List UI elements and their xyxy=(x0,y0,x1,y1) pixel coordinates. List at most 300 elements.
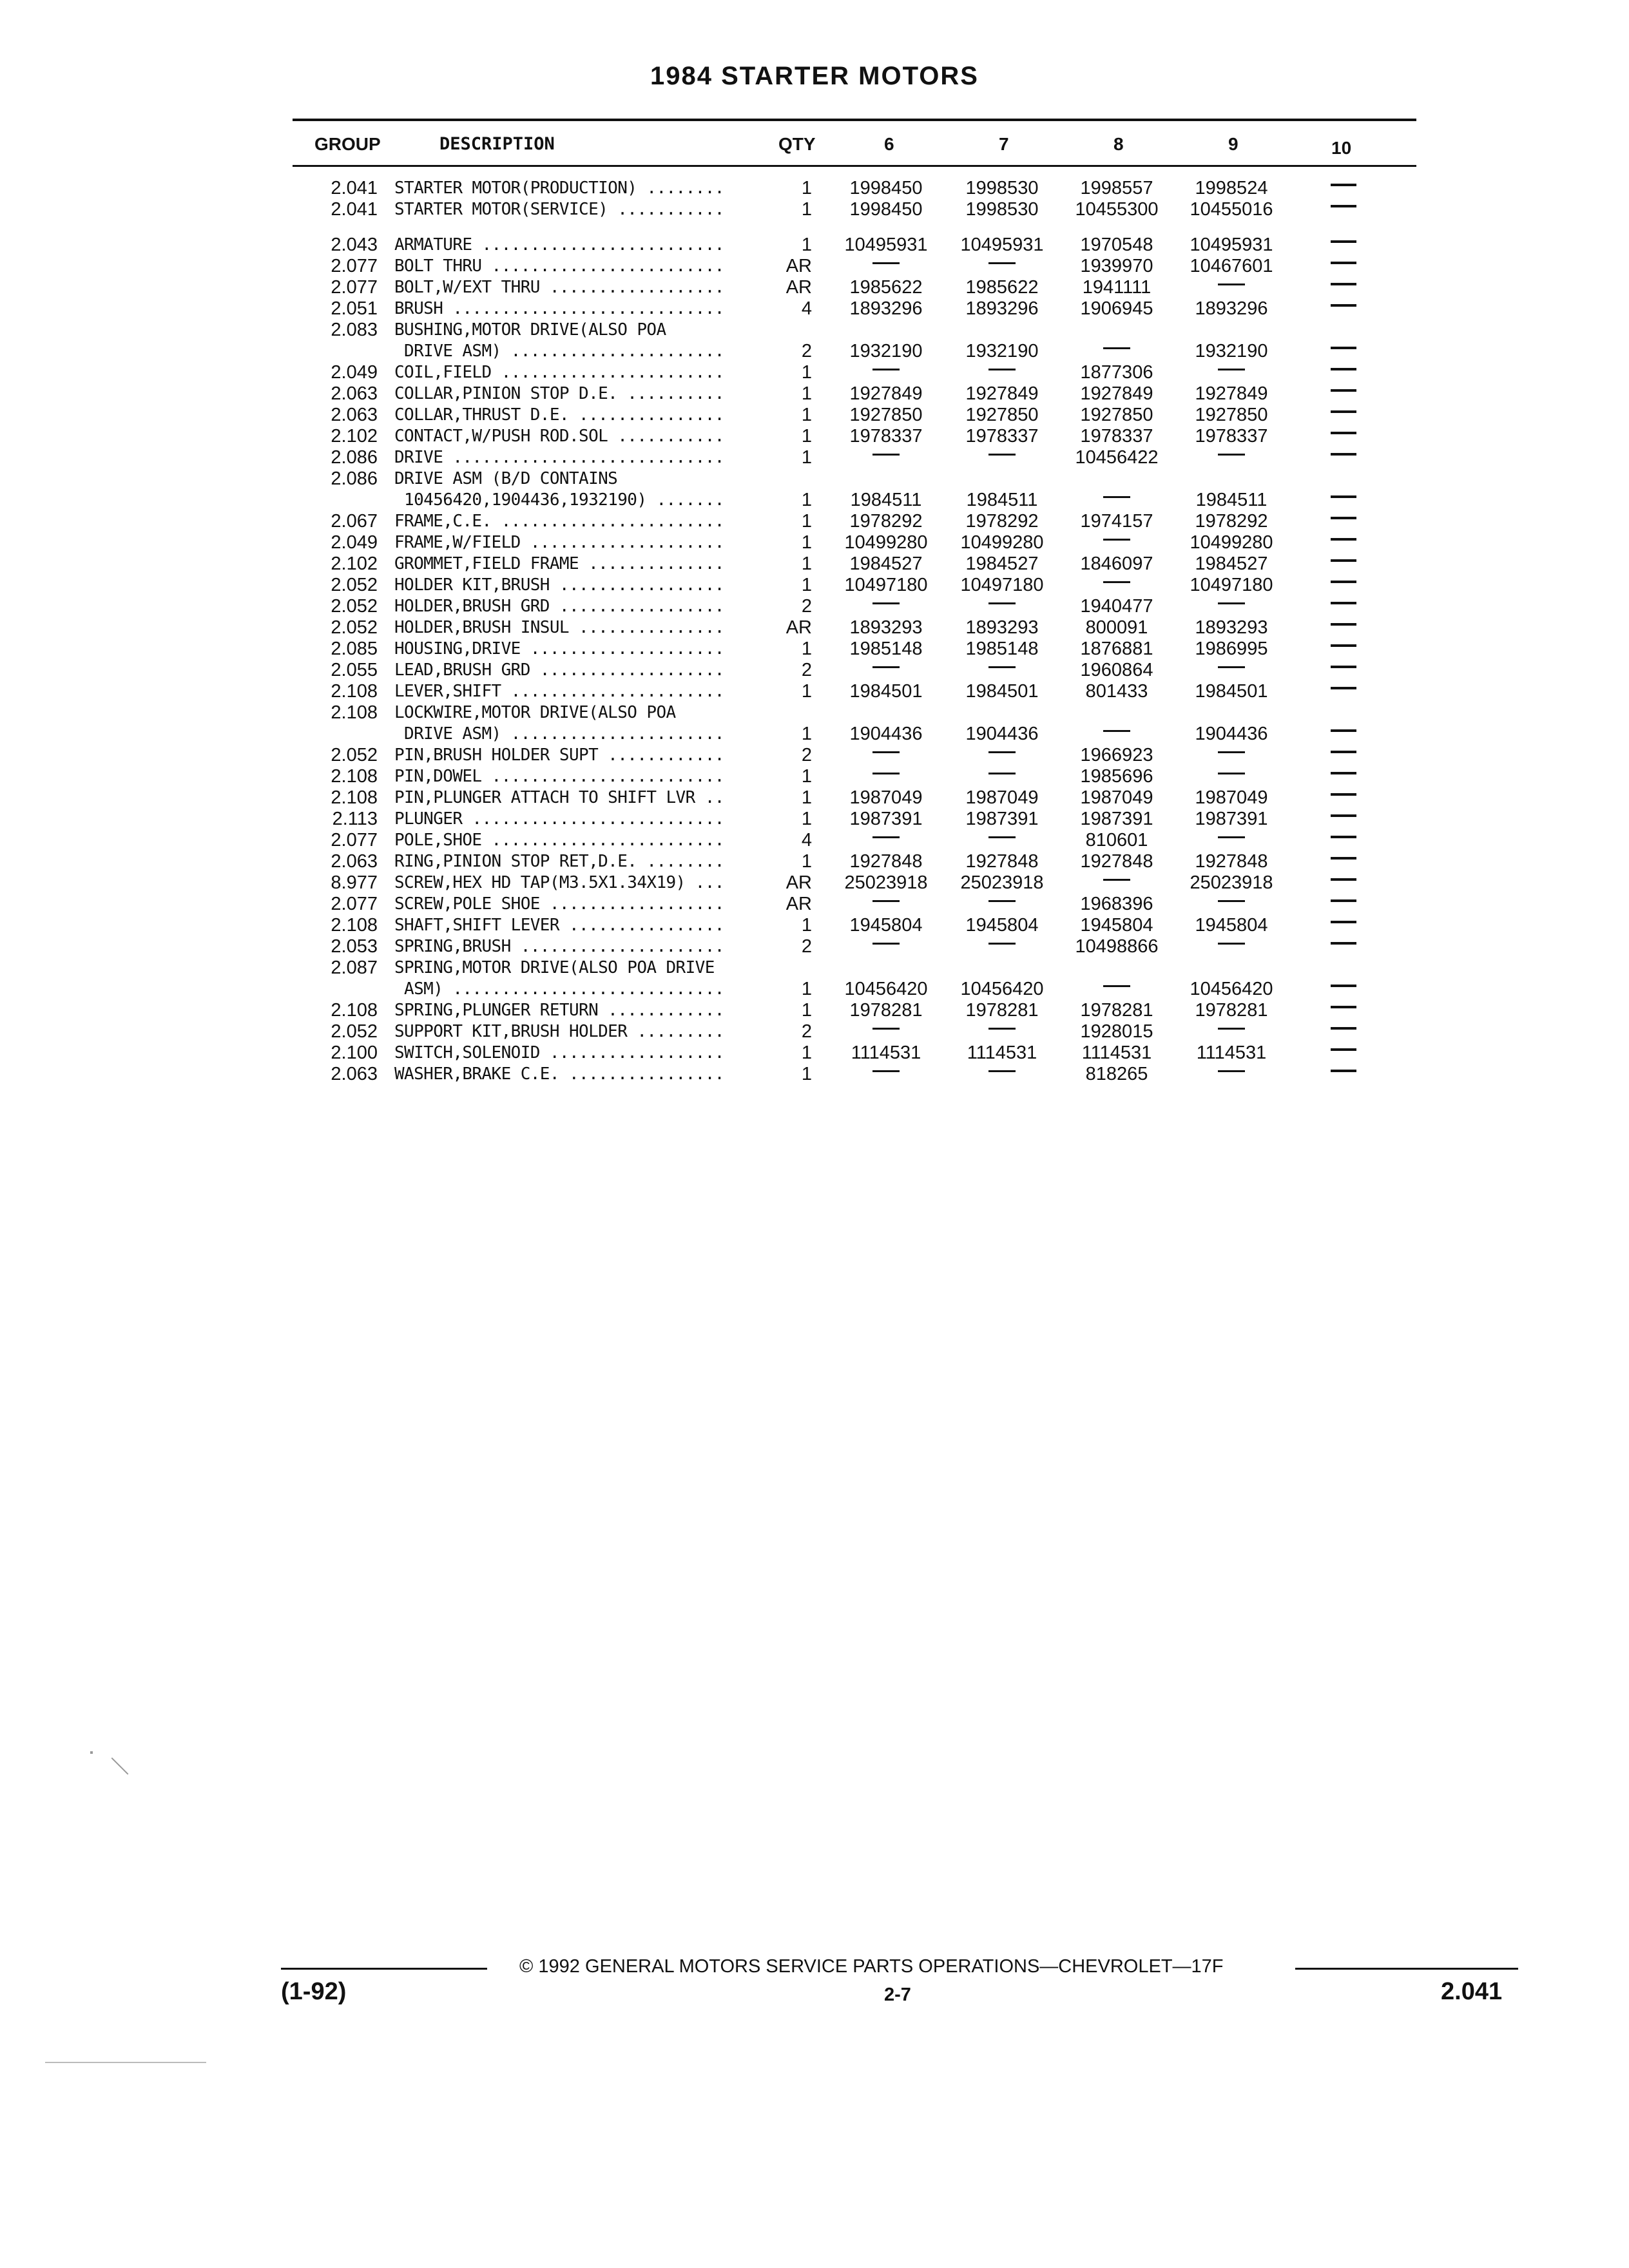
col10-cell xyxy=(1321,199,1366,220)
dash-mark xyxy=(1218,900,1245,902)
qty-cell: 1 xyxy=(801,490,812,510)
table-row xyxy=(0,724,1629,745)
col8-cell xyxy=(1062,532,1171,553)
group-cell: 2.043 xyxy=(331,235,378,255)
group-cell: 2.100 xyxy=(331,1043,378,1063)
col10-cell xyxy=(1321,1000,1366,1021)
col9-cell xyxy=(1177,830,1286,851)
table-row xyxy=(0,511,1629,532)
qty-cell: 1 xyxy=(801,447,812,468)
table-row xyxy=(0,426,1629,447)
footer-page-number: 2-7 xyxy=(884,1984,911,2005)
col8-cell: 1927850 xyxy=(1080,405,1153,425)
description-cell: STARTER MOTOR(PRODUCTION) ........ xyxy=(394,178,724,198)
group-cell: 2.041 xyxy=(331,178,378,198)
col9-cell xyxy=(1177,766,1286,787)
dash-mark xyxy=(1218,836,1245,838)
qty-cell: 1 xyxy=(801,979,812,999)
table-row xyxy=(0,1064,1629,1085)
dash-mark xyxy=(1331,857,1356,860)
description-cell: SCREW,HEX HD TAP(M3.5X1.34X19) ... xyxy=(394,873,724,892)
table-row xyxy=(0,277,1629,298)
col7-cell: 1978281 xyxy=(965,1000,1039,1021)
dash-mark xyxy=(1218,1028,1245,1030)
scan-mark xyxy=(45,2062,206,2063)
description-cell: LOCKWIRE,MOTOR DRIVE(ALSO POA xyxy=(394,703,676,722)
description-cell: SPRING,MOTOR DRIVE(ALSO POA DRIVE xyxy=(394,958,715,977)
col10-cell xyxy=(1321,1043,1366,1064)
col7-cell xyxy=(947,362,1057,383)
description-cell: BOLT,W/EXT THRU .................. xyxy=(394,278,724,297)
dash-mark xyxy=(1331,184,1356,186)
description-cell: RING,PINION STOP RET,D.E. ........ xyxy=(394,852,724,871)
dash-mark xyxy=(1218,602,1245,604)
col7-cell: 1904436 xyxy=(965,724,1039,744)
col7-cell xyxy=(947,766,1057,787)
dash-mark xyxy=(1218,751,1245,753)
col10-cell xyxy=(1321,979,1366,1000)
col8-cell: 1906945 xyxy=(1080,298,1153,319)
description-cell: HOLDER,BRUSH GRD ................. xyxy=(394,597,724,616)
col10-cell xyxy=(1321,596,1366,617)
table-row xyxy=(0,468,1629,490)
qty-cell: 1 xyxy=(801,383,812,404)
col6-cell: 1985622 xyxy=(849,277,923,298)
dash-mark xyxy=(988,1028,1016,1030)
footer-rule-right xyxy=(1295,1968,1518,1970)
col7-cell xyxy=(947,830,1057,851)
description-cell: DRIVE ASM) ...................... xyxy=(394,341,724,361)
table-row xyxy=(0,575,1629,596)
col6-cell: 1987049 xyxy=(849,787,923,808)
col9-cell xyxy=(1177,1064,1286,1085)
table-row xyxy=(0,447,1629,468)
group-cell: 2.085 xyxy=(331,639,378,659)
description-cell: GROMMET,FIELD FRAME .............. xyxy=(394,554,724,573)
dash-mark xyxy=(872,1028,900,1030)
col6-cell: 1984501 xyxy=(849,681,923,702)
col10-cell xyxy=(1321,256,1366,277)
description-cell: DRIVE ASM) ...................... xyxy=(394,724,724,744)
dash-mark xyxy=(1331,836,1356,838)
col7-cell: 1978337 xyxy=(965,426,1039,447)
description-cell: 10456420,1904436,1932190) ....... xyxy=(394,490,724,510)
qty-cell: 1 xyxy=(801,532,812,553)
col6-cell: 1978337 xyxy=(849,426,923,447)
col7-cell: 1893293 xyxy=(965,617,1039,638)
qty-cell: AR xyxy=(786,872,812,893)
col7-cell: 1984511 xyxy=(966,490,1038,510)
dash-mark xyxy=(1331,985,1356,987)
dash-mark xyxy=(872,773,900,774)
qty-cell: 1 xyxy=(801,553,812,574)
col7-cell xyxy=(947,1021,1057,1043)
group-cell: 2.077 xyxy=(331,256,378,276)
col9-cell xyxy=(1177,894,1286,915)
dash-mark xyxy=(988,751,1016,753)
dash-mark xyxy=(1331,878,1356,881)
col6-cell: 1998450 xyxy=(849,178,923,198)
col8-cell: 1928015 xyxy=(1080,1021,1153,1042)
description-cell: FRAME,W/FIELD .................... xyxy=(394,533,724,552)
col9-cell: 1987391 xyxy=(1195,809,1268,829)
col6-cell xyxy=(831,660,941,681)
dash-mark xyxy=(1331,666,1356,668)
group-cell: 2.055 xyxy=(331,660,378,680)
col9-cell: 10455016 xyxy=(1190,199,1273,220)
dash-mark xyxy=(1331,1048,1356,1051)
dash-mark xyxy=(988,369,1016,370)
dash-mark xyxy=(1331,793,1356,796)
table-row xyxy=(0,766,1629,787)
col8-cell xyxy=(1062,575,1171,596)
dash-mark xyxy=(872,262,900,264)
col7-cell: 10456420 xyxy=(960,979,1044,999)
table-row xyxy=(0,979,1629,1000)
col6-cell: 1893296 xyxy=(849,298,923,319)
col7-cell: 1927848 xyxy=(965,851,1039,872)
table-row xyxy=(0,405,1629,426)
col10-cell xyxy=(1321,830,1366,851)
group-cell: 2.051 xyxy=(331,298,378,319)
dash-mark xyxy=(1331,921,1356,923)
dash-mark xyxy=(1331,751,1356,753)
col8-cell: 1985696 xyxy=(1080,766,1153,787)
col7-cell: 1978292 xyxy=(965,511,1039,532)
col8-cell: 10498866 xyxy=(1075,936,1159,957)
description-cell: HOLDER KIT,BRUSH ................. xyxy=(394,575,724,595)
footer-date-code: (1-92) xyxy=(281,1978,347,2005)
dash-mark xyxy=(1331,432,1356,434)
col6-cell: 10497180 xyxy=(844,575,928,595)
group-cell: 2.077 xyxy=(331,894,378,914)
col7-cell: 1985622 xyxy=(965,277,1039,298)
col7-cell: 10497180 xyxy=(960,575,1044,595)
col10-cell xyxy=(1321,936,1366,957)
table-row xyxy=(0,320,1629,341)
qty-cell: 1 xyxy=(801,915,812,936)
col7-cell xyxy=(947,596,1057,617)
col9-cell: 1984501 xyxy=(1195,681,1268,702)
col9-cell: 1978337 xyxy=(1195,426,1268,447)
col8-cell: 1978337 xyxy=(1080,426,1153,447)
col6-cell xyxy=(831,1064,941,1085)
qty-cell: 1 xyxy=(801,235,812,255)
dash-mark xyxy=(872,900,900,902)
qty-cell: 1 xyxy=(801,851,812,872)
table-row xyxy=(0,178,1629,199)
col6-cell xyxy=(831,894,941,915)
dash-mark xyxy=(1331,453,1356,456)
group-cell: 2.063 xyxy=(331,851,378,872)
group-cell: 2.113 xyxy=(332,809,378,829)
col6-cell xyxy=(831,362,941,383)
col10-cell xyxy=(1321,1021,1366,1043)
group-cell: 2.087 xyxy=(331,957,378,978)
col10-cell xyxy=(1321,766,1366,787)
table-row xyxy=(0,681,1629,702)
dash-mark xyxy=(988,454,1016,456)
qty-cell: 2 xyxy=(801,596,812,617)
col6-cell xyxy=(831,447,941,468)
dash-mark xyxy=(1218,943,1245,945)
col8-cell xyxy=(1062,341,1171,362)
col6-cell: 1932190 xyxy=(849,341,923,361)
col-header-10: 10 xyxy=(1331,138,1352,158)
col9-cell: 1986995 xyxy=(1195,639,1268,659)
group-cell: 2.063 xyxy=(331,405,378,425)
table-row xyxy=(0,702,1629,724)
col10-cell xyxy=(1321,553,1366,575)
table-row xyxy=(0,256,1629,277)
table-row xyxy=(0,532,1629,553)
col8-cell: 1941111 xyxy=(1082,277,1152,298)
col8-cell: 1960864 xyxy=(1080,660,1153,680)
group-cell: 2.086 xyxy=(331,468,378,489)
group-cell: 2.102 xyxy=(331,553,378,574)
col10-cell xyxy=(1321,915,1366,936)
description-cell: PIN,PLUNGER ATTACH TO SHIFT LVR .. xyxy=(394,788,724,807)
col8-cell: 1927849 xyxy=(1080,383,1153,404)
qty-cell: AR xyxy=(786,277,812,298)
description-cell: DRIVE ASM (B/D CONTAINS xyxy=(394,469,618,488)
dash-mark xyxy=(1103,347,1130,349)
parts-table xyxy=(0,178,1629,1085)
dash-mark xyxy=(872,943,900,945)
qty-cell: 1 xyxy=(801,1064,812,1084)
col10-cell xyxy=(1321,383,1366,405)
col9-cell xyxy=(1177,1021,1286,1043)
table-row xyxy=(0,596,1629,617)
group-cell: 2.108 xyxy=(331,1000,378,1021)
col6-cell xyxy=(831,745,941,766)
qty-cell: 2 xyxy=(801,936,812,957)
dash-mark xyxy=(1331,581,1356,583)
col8-cell xyxy=(1062,872,1171,894)
col7-cell: 1893296 xyxy=(965,298,1039,319)
col8-cell xyxy=(1062,979,1171,1000)
dash-mark xyxy=(988,836,1016,838)
col6-cell: 1998450 xyxy=(849,199,923,220)
qty-cell: 1 xyxy=(801,724,812,744)
group-cell: 2.063 xyxy=(331,383,378,404)
col6-cell xyxy=(831,1021,941,1043)
col9-cell: 10497180 xyxy=(1190,575,1273,595)
col9-cell: 10456420 xyxy=(1190,979,1273,999)
group-cell: 2.108 xyxy=(331,702,378,723)
col9-cell: 1984511 xyxy=(1195,490,1268,510)
qty-cell: 1 xyxy=(801,405,812,425)
group-cell: 2.052 xyxy=(331,1021,378,1042)
col6-cell xyxy=(831,936,941,957)
col8-cell: 1846097 xyxy=(1080,553,1153,574)
qty-cell: 2 xyxy=(801,745,812,765)
description-cell: FRAME,C.E. ....................... xyxy=(394,512,724,531)
description-cell: WASHER,BRAKE C.E. ................ xyxy=(394,1064,724,1084)
col8-cell: 1114531 xyxy=(1081,1043,1152,1063)
dash-mark xyxy=(872,602,900,604)
col7-cell xyxy=(947,894,1057,915)
col7-cell xyxy=(947,936,1057,957)
col6-cell: 1945804 xyxy=(849,915,923,936)
col9-cell: 1904436 xyxy=(1195,724,1268,744)
qty-cell: 1 xyxy=(801,511,812,532)
col10-cell xyxy=(1321,426,1366,447)
col8-cell: 810601 xyxy=(1085,830,1148,850)
col6-cell: 1927848 xyxy=(849,851,923,872)
description-cell: SPRING,BRUSH ..................... xyxy=(394,937,724,956)
col8-cell: 10456422 xyxy=(1075,447,1159,468)
table-row xyxy=(0,660,1629,681)
col9-cell: 1893296 xyxy=(1195,298,1268,319)
col7-cell: 1987391 xyxy=(965,809,1039,829)
col9-cell: 1998524 xyxy=(1195,178,1268,198)
group-cell: 2.108 xyxy=(331,915,378,936)
col-header-7: 7 xyxy=(999,134,1009,154)
description-cell: CONTACT,W/PUSH ROD.SOL ........... xyxy=(394,427,724,446)
group-cell: 2.052 xyxy=(331,596,378,617)
col10-cell xyxy=(1321,660,1366,681)
description-cell: SUPPORT KIT,BRUSH HOLDER ......... xyxy=(394,1022,724,1041)
description-cell: PIN,BRUSH HOLDER SUPT ............ xyxy=(394,745,724,765)
col9-cell: 1945804 xyxy=(1195,915,1268,936)
col8-cell: 1927848 xyxy=(1080,851,1153,872)
col10-cell xyxy=(1321,235,1366,256)
table-row xyxy=(0,1021,1629,1043)
col9-cell: 1927849 xyxy=(1195,383,1268,404)
qty-cell: 1 xyxy=(801,639,812,659)
dash-mark xyxy=(1218,284,1245,285)
description-cell: LEVER,SHIFT ...................... xyxy=(394,682,724,701)
dash-mark xyxy=(1331,687,1356,689)
dash-mark xyxy=(1103,879,1130,881)
col-header-6: 6 xyxy=(884,134,894,154)
description-cell: HOLDER,BRUSH INSUL ............... xyxy=(394,618,724,637)
page-title: 1984 STARTER MOTORS xyxy=(650,62,979,90)
col6-cell: 1927849 xyxy=(849,383,923,404)
description-cell: POLE,SHOE ........................ xyxy=(394,831,724,850)
qty-cell: 1 xyxy=(801,362,812,383)
group-cell: 2.049 xyxy=(331,362,378,383)
col7-cell: 1985148 xyxy=(965,639,1039,659)
col7-cell xyxy=(947,256,1057,277)
col7-cell: 1114531 xyxy=(967,1043,1037,1063)
col7-cell xyxy=(947,1064,1057,1085)
dash-mark xyxy=(872,751,900,753)
col7-cell xyxy=(947,745,1057,766)
dash-mark xyxy=(872,369,900,370)
col8-cell: 1987391 xyxy=(1080,809,1153,829)
footer-section-number: 2.041 xyxy=(1441,1978,1503,2005)
col9-cell: 1978281 xyxy=(1195,1000,1268,1021)
col10-cell xyxy=(1321,639,1366,660)
col7-cell: 1984501 xyxy=(965,681,1039,702)
qty-cell: 2 xyxy=(801,1021,812,1042)
col-header-description: DESCRIPTION xyxy=(439,134,555,154)
col6-cell xyxy=(831,256,941,277)
dash-mark xyxy=(1331,410,1356,413)
col9-cell: 1114531 xyxy=(1196,1043,1267,1063)
col7-cell: 1984527 xyxy=(965,553,1039,574)
col10-cell xyxy=(1321,490,1366,511)
col6-cell: 1984511 xyxy=(850,490,922,510)
table-row xyxy=(0,830,1629,851)
col7-cell: 25023918 xyxy=(960,872,1044,893)
col10-cell xyxy=(1321,872,1366,894)
table-row xyxy=(0,1043,1629,1064)
col10-cell xyxy=(1321,894,1366,915)
dash-mark xyxy=(1331,1006,1356,1008)
dash-mark xyxy=(1331,942,1356,945)
col10-cell xyxy=(1321,724,1366,745)
table-row xyxy=(0,872,1629,894)
description-cell: BRUSH ............................ xyxy=(394,299,724,318)
qty-cell: 1 xyxy=(801,809,812,829)
col10-cell xyxy=(1321,681,1366,702)
col8-cell: 1877306 xyxy=(1080,362,1153,383)
col9-cell xyxy=(1177,277,1286,298)
table-row xyxy=(0,809,1629,830)
col7-cell: 1927849 xyxy=(965,383,1039,404)
description-cell: PLUNGER .......................... xyxy=(394,809,724,829)
qty-cell: 2 xyxy=(801,341,812,361)
description-cell: SWITCH,SOLENOID .................. xyxy=(394,1043,724,1062)
table-row xyxy=(0,957,1629,979)
dash-mark xyxy=(988,943,1016,945)
col9-cell xyxy=(1177,936,1286,957)
description-cell: BOLT THRU ........................ xyxy=(394,256,724,276)
qty-cell: AR xyxy=(786,256,812,276)
dash-mark xyxy=(1331,1070,1356,1072)
group-cell: 2.102 xyxy=(331,426,378,447)
col9-cell: 1927850 xyxy=(1195,405,1268,425)
col6-cell: 1987391 xyxy=(849,809,923,829)
qty-cell: AR xyxy=(786,617,812,638)
col8-cell xyxy=(1062,490,1171,511)
scan-mark xyxy=(111,1758,129,1775)
col9-cell: 1893293 xyxy=(1195,617,1268,638)
dash-mark xyxy=(1103,496,1130,498)
col6-cell: 1114531 xyxy=(851,1043,921,1063)
description-cell: BUSHING,MOTOR DRIVE(ALSO POA xyxy=(394,320,666,340)
col10-cell xyxy=(1321,341,1366,362)
col9-cell: 25023918 xyxy=(1190,872,1273,893)
col8-cell: 800091 xyxy=(1085,617,1148,638)
dash-mark xyxy=(1331,538,1356,541)
group-cell: 2.083 xyxy=(331,320,378,340)
group-cell: 2.063 xyxy=(331,1064,378,1084)
group-cell: 2.108 xyxy=(331,787,378,808)
col8-cell: 1966923 xyxy=(1080,745,1153,765)
dash-mark xyxy=(872,836,900,838)
group-cell: 2.077 xyxy=(331,277,378,298)
dash-mark xyxy=(988,666,1016,668)
qty-cell: 1 xyxy=(801,426,812,447)
col8-cell: 1939970 xyxy=(1080,256,1153,276)
group-cell: 2.053 xyxy=(331,936,378,957)
group-cell: 8.977 xyxy=(331,872,378,893)
table-row xyxy=(0,745,1629,766)
dash-mark xyxy=(988,1070,1016,1072)
dash-mark xyxy=(1331,389,1356,392)
description-cell: LEAD,BRUSH GRD ................... xyxy=(394,660,724,680)
dash-mark xyxy=(872,454,900,456)
col6-cell: 25023918 xyxy=(844,872,928,893)
qty-cell: 1 xyxy=(801,199,812,220)
col10-cell xyxy=(1321,851,1366,872)
col6-cell: 10495931 xyxy=(844,235,928,255)
col7-cell: 1932190 xyxy=(965,341,1039,361)
